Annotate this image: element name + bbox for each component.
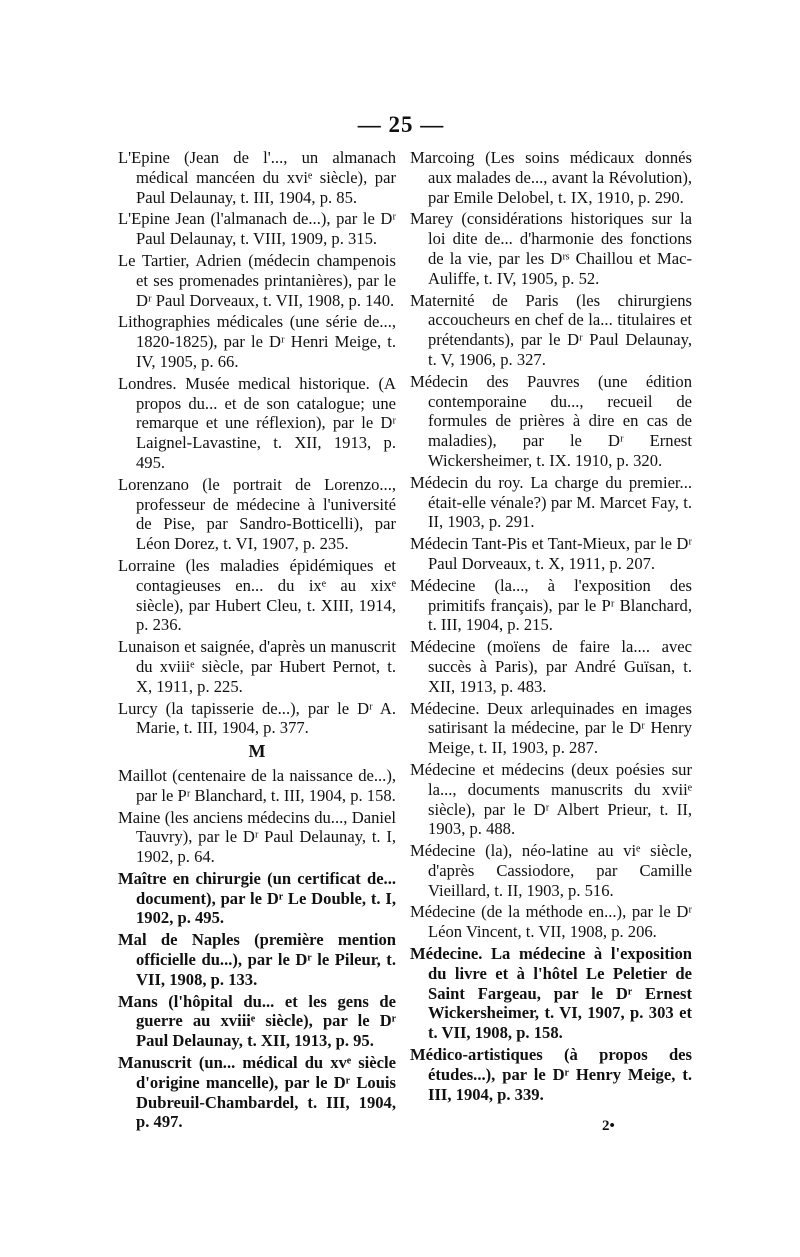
index-entry: Lorraine (les maladies épidémiques et contagieuses en... du ixᵉ au xixᵉ siècle), par Hubert Cleu, t. XIII, 1914, p. 236. [118,555,396,635]
index-entry: Médecine. Deux arlequinades en images satirisant la médecine, par le Dʳ Henry Meige, t. II, 1903, p. 287. [410,698,692,758]
index-entry: Médecin du roy. La charge du premier... était-elle vénale?) par M. Marcet Fay, t. II, 1903, p. 291. [410,472,692,532]
index-entry: Le Tartier, Adrien (médecin champenois et ses promenades printanières), par le Dʳ Paul Dorveaux, t. VII, 1908, p. 140. [118,250,396,310]
left-entries-after [118,766,396,1132]
index-entry: Marcoing (Les soins médicaux donnés aux malades de..., avant la Révolution), par Emile Delobel, t. IX, 1910, p. 290. [410,148,692,207]
right-entries [410,148,692,1104]
index-entry: Maternité de Paris (les chirurgiens accoucheurs en chef de la... titulaires et prétendants), par le Dʳ Paul Delaunay, t. V, 1906, p. 327. [410,290,692,369]
index-entry: Lunaison et saignée, d'après un manuscrit du xviiiᵉ siècle, par Hubert Pernot, t. X, 1911, p. 225. [118,637,396,696]
index-entry: L'Epine (Jean de l'..., un almanach médical mancéen du xviᵉ siècle), par Paul Delaunay, t. III, 1904, p. 85. [118,148,396,207]
index-entry: Médecine (de la méthode en...), par le Dʳ Léon Vincent, t. VII, 1908, p. 206. [410,902,692,942]
index-entry: Marey (considérations historiques sur la loi dite de... d'harmonie des fonctions de la vie, par les Dʳˢ Chaillou et Mac-Auliffe, t. IV, 1905, p. 52. [410,209,692,288]
index-entry: Médico-artistiques (à propos des études...), par le Dʳ Henry Meige, t. III, 1904, p. 339. [410,1045,692,1104]
index-entry: L'Epine Jean (l'almanach de...), par le Dʳ Paul Delaunay, t. VIII, 1909, p. 315. [118,209,396,249]
section-heading-m: M [248,741,266,762]
index-entry: Lurcy (la tapisserie de...), par le Dʳ A. Marie, t. III, 1904, p. 377. [118,698,396,738]
index-entry: Lithographies médicales (une série de..., 1820-1825), par le Dʳ Henri Meige, t. IV, 1905, p. 66. [118,312,396,371]
index-entry: Médecine (moïens de faire la.... avec succès à Paris), par André Guïsan, t. XII, 1913, p. 483. [410,637,692,696]
right-column [410,148,692,1106]
index-entry: Mans (l'hôpital du... et les gens de guerre au xviiiᵉ siècle), par le Dʳ Paul Delaunay, t. XII, 1913, p. 95. [118,991,396,1051]
page-number: — 25 — [357,112,445,137]
signature-mark: 2• [602,1118,615,1134]
index-entry: Maître en chirurgie (un certificat de... document), par le Dʳ Le Double, t. I, 1902, p. 495. [118,868,396,928]
index-entry: Maine (les anciens médecins du..., Daniel Tauvry), par le Dʳ Paul Delaunay, t. I, 1902, p. 64. [118,807,396,867]
index-entry: Médecine (la), néo-latine au viᵉ siècle, d'après Cassiodore, par Camille Vieillard, t. II, 1903, p. 516. [410,841,692,900]
index-entry: Médecine. La médecine à l'exposition du livre et à l'hôtel Le Peletier de Saint Fargeau, par le Dʳ Ernest Wickersheimer, t. VI, 1907, p. 303 et t. VII, 1908, p. 158. [410,944,692,1043]
index-entry: Médecin Tant-Pis et Tant-Mieux, par le Dʳ Paul Dorveaux, t. X, 1911, p. 207. [410,534,692,573]
index-entry: Maillot (centenaire de la naissance de...), par le Pʳ Blanchard, t. III, 1904, p. 158. [118,765,396,805]
index-entry: Mal de Naples (première mention officielle du...), par le Dʳ le Pileur, t. VII, 1908, p. 133. [118,930,396,989]
index-entry: Médecine (la..., à l'exposition des primitifs français), par le Pʳ Blanchard, t. III, 1904, p. 215. [410,575,692,635]
index-entry: Londres. Musée medical historique. (A propos du... et de son catalogue; une remarque et une réflexion), par le Dʳ Laignel-Lavastine, t. XII, 1913, p. 495. [118,373,396,472]
index-entry: Lorenzano (le portrait de Lorenzo..., professeur de médecine à l'université de Pise, par Sandro-Botticelli), par Léon Dorez, t. VI, 1907, p. 235. [118,474,396,554]
index-entry: Manuscrit (un... médical du xvᵉ siècle d'origine mancelle), par le Dʳ Louis Dubreuil-Chambardel, t. III, 1904, p. 497. [118,1053,396,1132]
index-entry: Médecine et médecins (deux poésies sur la..., documents manuscrits du xviiᵉ siècle), par le Dʳ Albert Prieur, t. II, 1903, p. 488. [410,759,692,839]
left-entries-before [118,148,396,738]
index-entry: Médecin des Pauvres (une édition contemporaine du..., recueil de formules de prières à dire en cas de maladies), par le Dʳ Ernest Wickersheimer, t. IX. 1910, p. 320. [410,371,692,470]
left-column [118,148,396,1134]
